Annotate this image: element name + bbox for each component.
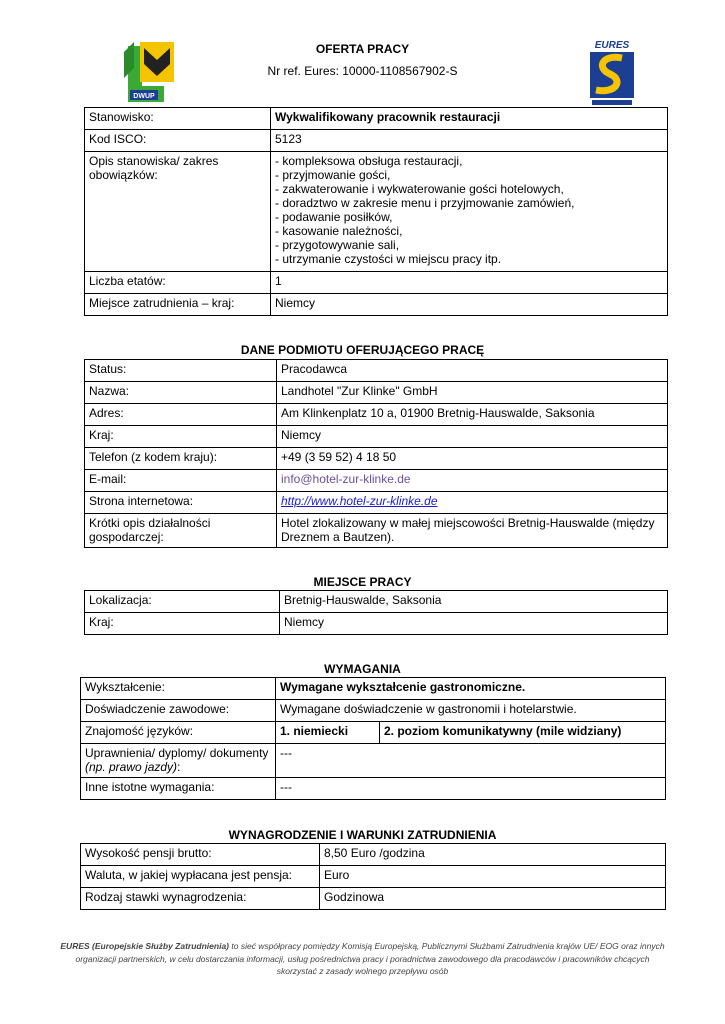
website-link[interactable]: http://www.hotel-zur-klinke.de — [281, 494, 438, 508]
footer-bold: EURES (Europejskie Służby Zatrudnienia) — [60, 941, 230, 951]
label-cell: Wysokość pensji brutto: — [81, 844, 320, 866]
table-row — [81, 844, 666, 866]
table-row — [85, 272, 668, 294]
requirements-table — [80, 677, 666, 800]
country-value: Niemcy — [277, 426, 668, 448]
description-value: Hotel zlokalizowany w małej miejscowości Bretnig-Hauswalde (między Dreznem a Bautzen). — [277, 514, 668, 548]
other-value: --- — [276, 778, 666, 800]
label-cell: Inne istotne wymagania: — [81, 778, 276, 800]
employer-table — [84, 359, 668, 548]
language-2: 2. poziom komunikatywny (mile widziany) — [380, 722, 666, 744]
label-cell: Wykształcenie: — [81, 678, 276, 700]
table-row — [85, 294, 668, 316]
table-row — [85, 404, 668, 426]
label-cell: Strona internetowa: — [85, 492, 277, 514]
experience-value: Wymagane doświadczenie w gastronomii i hotelarstwie. — [276, 700, 666, 722]
location-value: Bretnig-Hauswalde, Saksonia — [280, 591, 668, 613]
table-row — [81, 888, 666, 910]
table-row — [85, 492, 668, 514]
label-cell: Stanowisko: — [85, 108, 271, 130]
label-cell: Kod ISCO: — [85, 130, 271, 152]
fte-value: 1 — [271, 272, 668, 294]
table-row — [85, 108, 668, 130]
salary-table — [80, 843, 666, 910]
duties-value — [271, 152, 668, 272]
name-value: Landhotel "Zur Klinke" GmbH — [277, 382, 668, 404]
table-row — [85, 448, 668, 470]
country-value: Niemcy — [271, 294, 668, 316]
svg-text:DWUP: DWUP — [133, 93, 155, 100]
duty-line: - przygotowywanie sali, — [275, 238, 400, 252]
table-row — [81, 778, 666, 800]
label-cell: Opis stanowiska/ zakres obowiązków: — [85, 152, 271, 272]
table-row — [81, 866, 666, 888]
workplace-table — [84, 590, 668, 635]
label-cell — [81, 744, 276, 778]
table-row — [85, 152, 668, 272]
label-cell: Lokalizacja: — [85, 591, 280, 613]
table-row — [81, 678, 666, 700]
phone-value: +49 (3 59 52) 4 18 50 — [277, 448, 668, 470]
table-row — [81, 700, 666, 722]
address-value: Am Klinkenplatz 10 a, 01900 Bretnig-Hauswalde, Saksonia — [277, 404, 668, 426]
duty-line: - podawanie posiłków, — [275, 210, 393, 224]
label-cell: Znajomość języków: — [81, 722, 276, 744]
page-title: OFERTA PRACY — [315, 42, 410, 56]
education-value: Wymagane wykształcenie gastronomiczne. — [276, 678, 666, 700]
employer-section-title: DANE PODMIOTU OFERUJĄCEGO PRACĘ — [240, 343, 485, 357]
label-cell: Status: — [85, 360, 277, 382]
footer-note — [60, 940, 665, 978]
duty-line: - zakwaterowanie i wykwaterowanie gości hotelowych, — [275, 182, 564, 196]
table-row — [85, 382, 668, 404]
requirements-section-title: WYMAGANIA — [324, 662, 401, 676]
table-row — [85, 591, 668, 613]
label-cell: Doświadczenie zawodowe: — [81, 700, 276, 722]
permissions-label: Uprawnienia/ dyplomy/ dokumenty — [85, 746, 269, 760]
rate-type-value: Godzinowa — [320, 888, 666, 910]
table-row — [85, 360, 668, 382]
label-cell: Waluta, w jakiej wypłacana jest pensja: — [81, 866, 320, 888]
reference-number: Nr ref. Eures: 10000-1108567902-S — [267, 64, 458, 78]
label-cell: E-mail: — [85, 470, 277, 492]
permissions-example: (np. prawo jazdy) — [85, 760, 178, 774]
permissions-value: --- — [276, 744, 666, 778]
svg-text:EURES: EURES — [594, 40, 630, 51]
permissions-suffix: : — [177, 760, 181, 774]
duty-line: - przyjmowanie gości, — [275, 168, 391, 182]
isco-value: 5123 — [271, 130, 668, 152]
position-value: Wykwalifikowany pracownik restauracji — [271, 108, 668, 130]
label-cell: Rodzaj stawki wynagrodzenia: — [81, 888, 320, 910]
duty-line: - doradztwo w zakresie menu i przyjmowanie zamówień, — [275, 196, 575, 210]
label-cell: Kraj: — [85, 613, 280, 635]
email-link[interactable]: info@hotel-zur-klinke.de — [281, 472, 411, 486]
currency-value: Euro — [320, 866, 666, 888]
workplace-section-title: MIEJSCE PRACY — [313, 575, 412, 589]
language-1: 1. niemiecki — [276, 722, 380, 744]
label-cell: Adres: — [85, 404, 277, 426]
status-value: Pracodawca — [277, 360, 668, 382]
job-table — [84, 107, 668, 316]
table-row — [85, 514, 668, 548]
label-cell: Nazwa: — [85, 382, 277, 404]
duty-line: - kasowanie należności, — [275, 224, 403, 238]
table-row — [85, 470, 668, 492]
footer-text: to sieć współpracy pomiędzy Komisją Europejską, Publicznymi Służbami Zatrudnienia krajów UE/ EOG oraz innych organizacji partnerskich, w celu dostarczania informacji, usług pośrednictwa pracy i poradnictwa zawodowego dla pracodawców i pracowników chcących skorzystać z zasady wolnego przepływu osób — [75, 941, 665, 976]
label-cell: Miejsce zatrudnienia – kraj: — [85, 294, 271, 316]
label-cell: Liczba etatów: — [85, 272, 271, 294]
duty-line: - kompleksowa obsługa restauracji, — [275, 154, 463, 168]
label-cell: Telefon (z kodem kraju): — [85, 448, 277, 470]
label-cell: Kraj: — [85, 426, 277, 448]
table-row — [85, 613, 668, 635]
table-row — [85, 130, 668, 152]
table-row — [85, 426, 668, 448]
gross-pay-value: 8,50 Euro /godzina — [320, 844, 666, 866]
table-row — [81, 744, 666, 778]
label-cell: Krótki opis działalności gospodarczej: — [85, 514, 277, 548]
duty-line: - utrzymanie czystości w miejscu pracy itp. — [275, 252, 502, 266]
salary-section-title: WYNAGRODZENIE I WARUNKI ZATRUDNIENIA — [228, 828, 497, 842]
eures-logo — [582, 38, 642, 108]
country-value: Niemcy — [280, 613, 668, 635]
table-row — [81, 722, 666, 744]
